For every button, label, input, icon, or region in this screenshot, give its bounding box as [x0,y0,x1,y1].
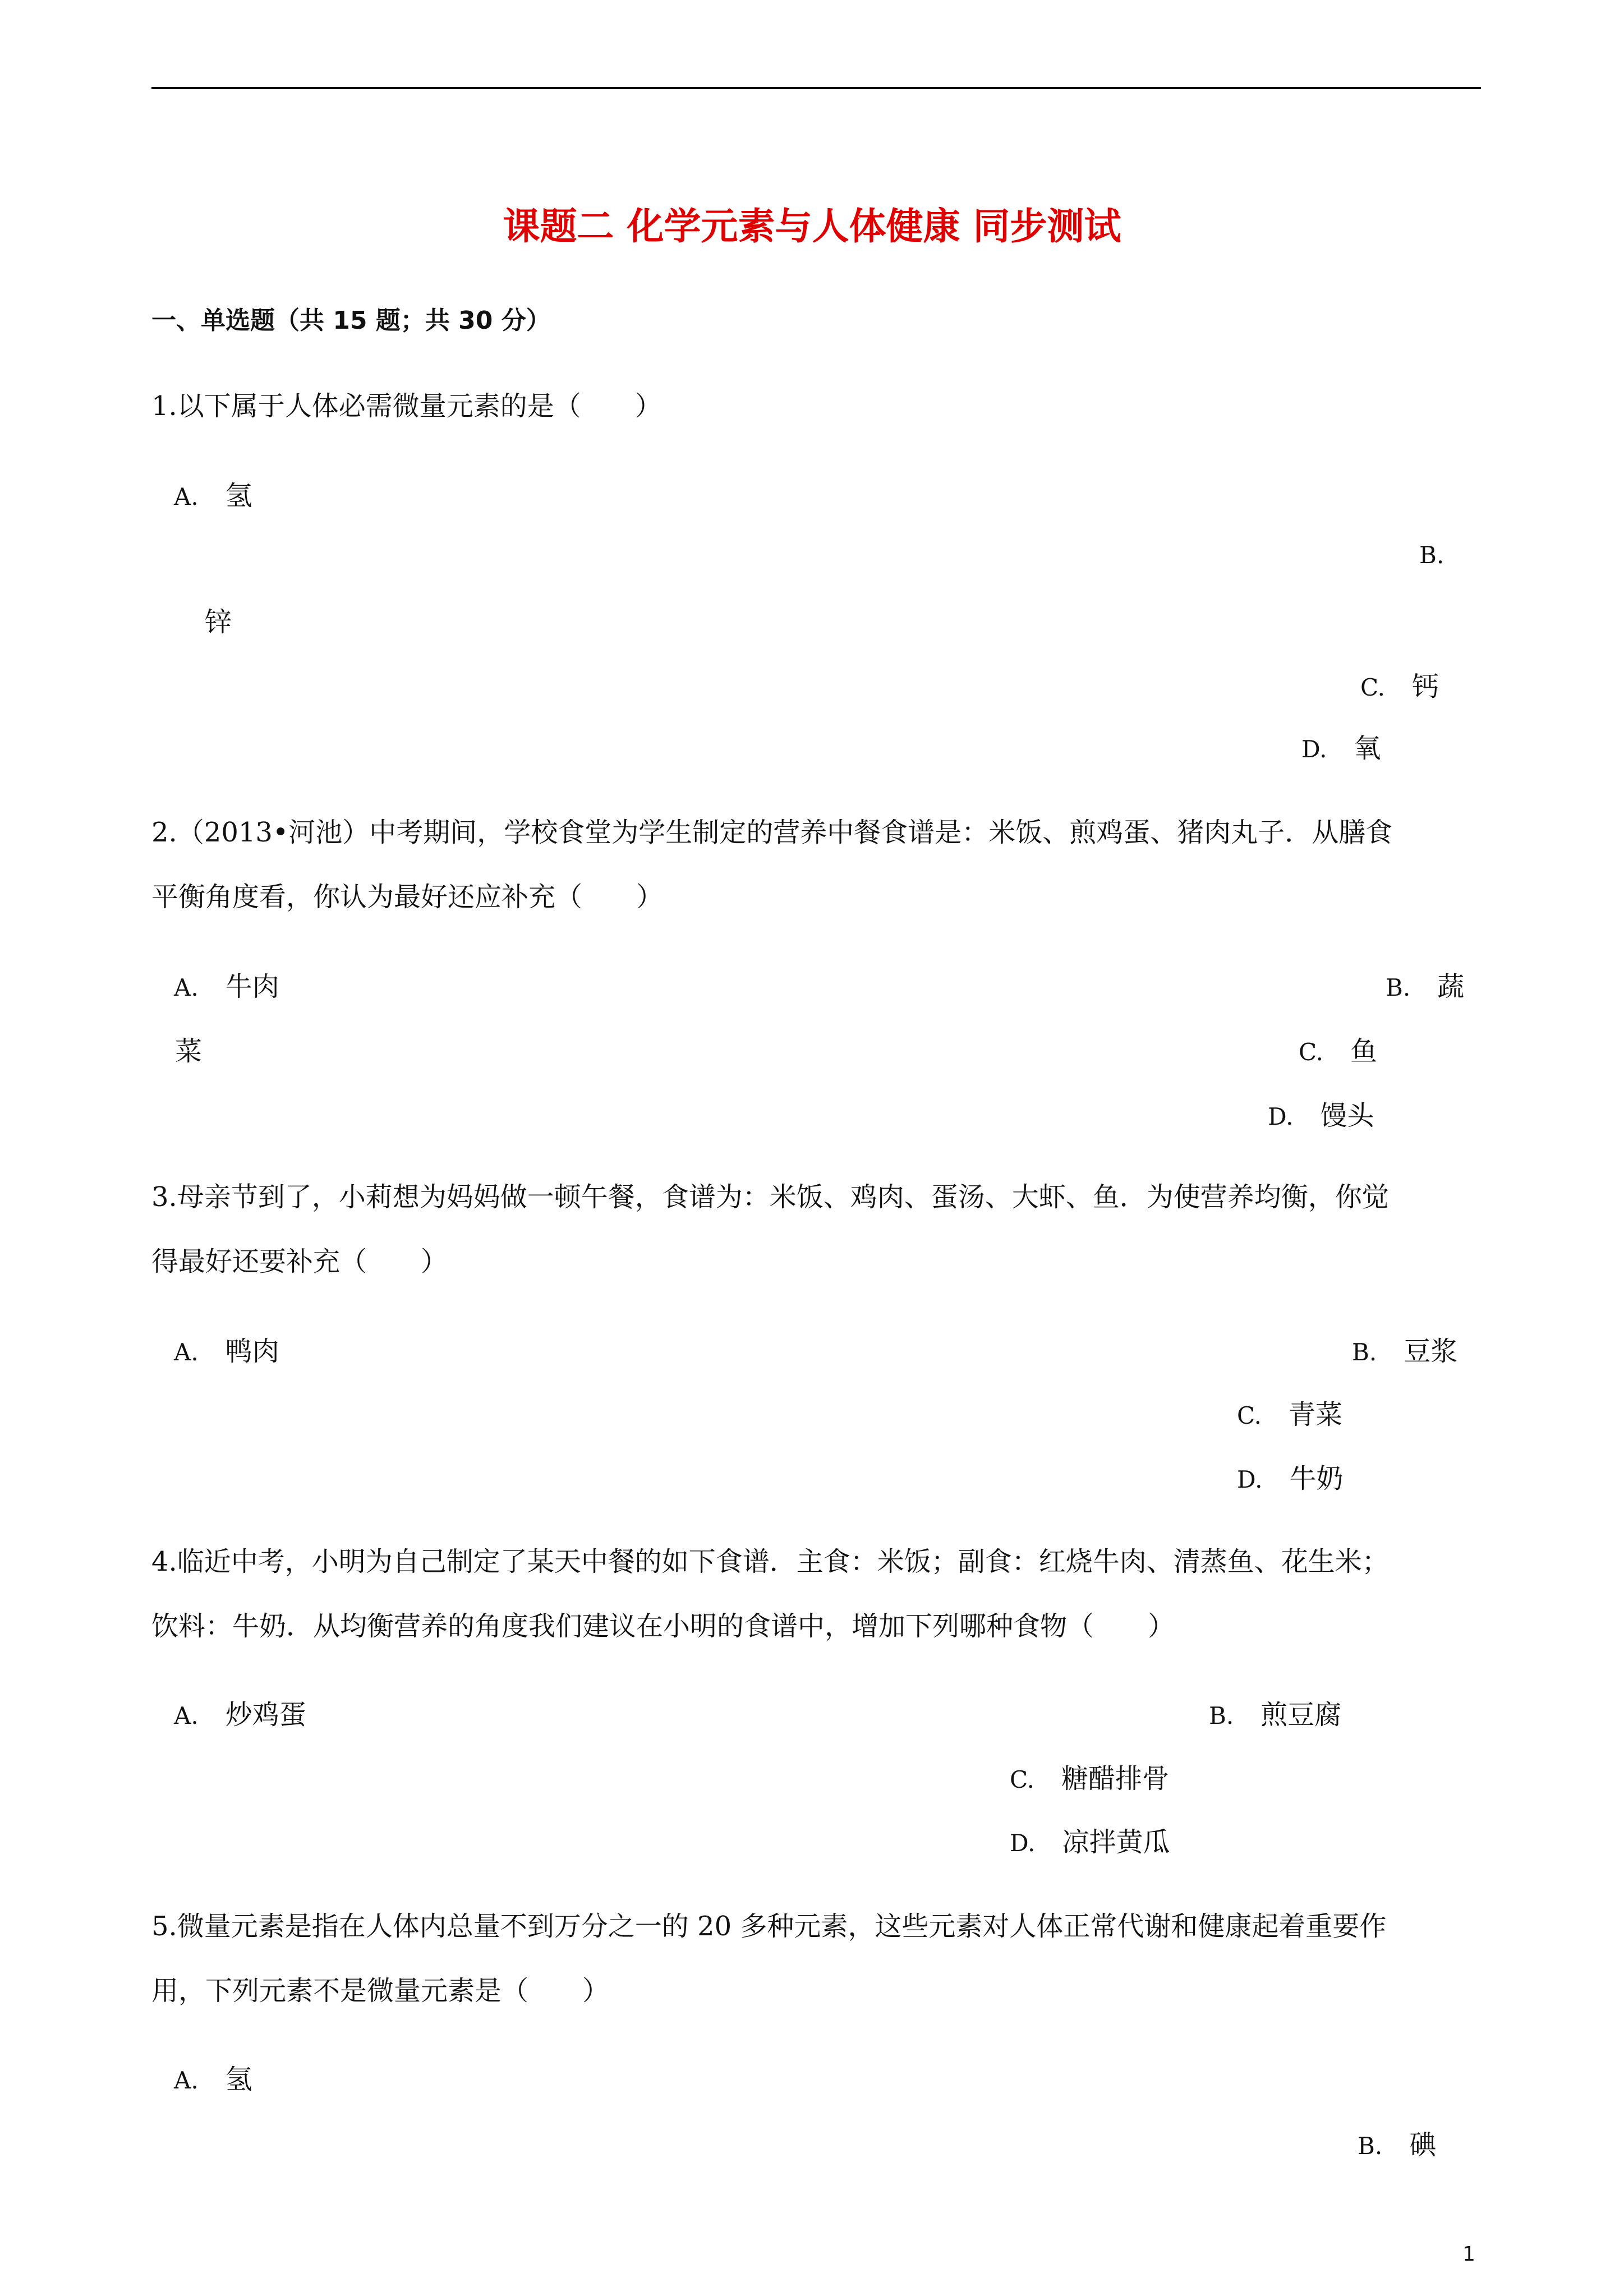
question-1-stem: 1.以下属于人体必需微量元素的是（ ） [151,390,662,422]
option-text: 凉拌黄瓜 [1062,1826,1170,1858]
option-text: 钙 [1412,671,1439,702]
option-text: 煎豆腐 [1260,1699,1342,1731]
option-letter: C. [1010,1766,1034,1793]
option-letter: D. [1268,1103,1294,1130]
document-title: 课题二 化学元素与人体健康 同步测试 [503,205,1121,248]
option-text: 炒鸡蛋 [225,1699,306,1731]
option-letter: A. [174,974,199,1001]
question-2-stem-line-1: 2.（2013•河池）中考期间，学校食堂为学生制定的营养中餐食谱是：米饭、煎鸡蛋、猪肉丸子．从膳食 [151,817,1393,848]
question-3-stem-line-1: 3.母亲节到了，小莉想为妈妈做一顿午餐，食谱为：米饭、鸡肉、蛋汤、大虾、鱼．为使营养均衡，你觉 [151,1181,1389,1213]
option-text: 糖醋排骨 [1061,1763,1170,1795]
q2-option-a[interactable] [174,965,279,1004]
option-text: 鸭肉 [225,1336,279,1367]
q2-option-b[interactable] [1386,965,1464,1004]
option-letter: C. [1299,1038,1323,1066]
option-text: 蔬 [1437,971,1465,1002]
q3-option-b[interactable] [1352,1329,1457,1368]
option-letter: C. [1360,674,1385,701]
option-text: 碘 [1409,2129,1437,2161]
question-3-stem-line-2: 得最好还要补充（ ） [151,1246,448,1277]
option-text: 鱼 [1350,1036,1378,1067]
option-letter: A. [174,2067,199,2094]
option-letter: B. [1358,2132,1383,2160]
question-4-stem-line-2: 饮料：牛奶．从均衡营养的角度我们建议在小明的食谱中，增加下列哪种食物（ ） [151,1611,1175,1642]
option-text: 牛肉 [225,971,279,1002]
question-4-stem-line-1: 4.临近中考，小明为自己制定了某天中餐的如下食谱．主食：米饭；副食：红烧牛肉、清蒸鱼、花生米； [151,1546,1389,1577]
question-5-stem-line-2: 用，下列元素不是微量元素是（ ） [151,1975,610,2007]
q1-option-d[interactable] [1301,726,1381,765]
option-letter: B. [1419,541,1444,569]
option-letter: D. [1010,1829,1036,1857]
q5-option-b[interactable] [1358,2123,1436,2162]
option-letter: D. [1301,735,1327,763]
q3-option-a[interactable] [174,1329,279,1368]
q2-option-c[interactable] [1299,1029,1377,1068]
option-letter: B. [1386,974,1411,1001]
q2-option-d[interactable] [1268,1094,1374,1133]
option-text: 豆浆 [1404,1336,1458,1367]
option-text: 牛奶 [1289,1463,1344,1494]
q1-option-c[interactable] [1360,665,1439,703]
option-letter: A. [174,1702,199,1729]
q4-option-b[interactable] [1209,1693,1341,1732]
q3-option-c[interactable] [1237,1393,1342,1432]
question-5-stem-line-1: 5.微量元素是指在人体内总量不到万分之一的 20 多种元素，这些元素对人体正常代谢和健康起着重要作 [151,1911,1387,1942]
section-heading: 一、单选题（共 15 题；共 30 分） [151,306,551,335]
option-letter: C. [1237,1402,1262,1429]
question-2-stem-line-2: 平衡角度看，你认为最好还应补充（ ） [151,881,664,913]
header-rule [151,87,1481,89]
option-letter: A. [174,483,199,510]
q1-option-b-text: 锌 [205,606,232,638]
q5-option-a[interactable] [174,2058,252,2096]
option-text: 氢 [225,2064,252,2095]
option-letter: A. [174,1338,199,1366]
q1-option-a[interactable] [174,474,252,513]
q4-option-c[interactable] [1010,1757,1169,1796]
option-text: 氢 [225,480,252,512]
option-letter: B. [1209,1702,1234,1729]
q3-option-d[interactable] [1237,1457,1344,1496]
q1-option-b-letter[interactable] [1419,539,1471,570]
option-letter: B. [1352,1338,1377,1366]
option-text: 氧 [1354,733,1381,764]
page-number: 1 [1462,2243,1475,2266]
q2-option-b-text-continued: 菜 [175,1036,203,1067]
option-letter: D. [1237,1466,1263,1493]
q4-option-a[interactable] [174,1693,306,1732]
option-text: 青菜 [1289,1399,1343,1430]
q4-option-d[interactable] [1010,1820,1170,1859]
option-text: 馒头 [1320,1100,1374,1131]
